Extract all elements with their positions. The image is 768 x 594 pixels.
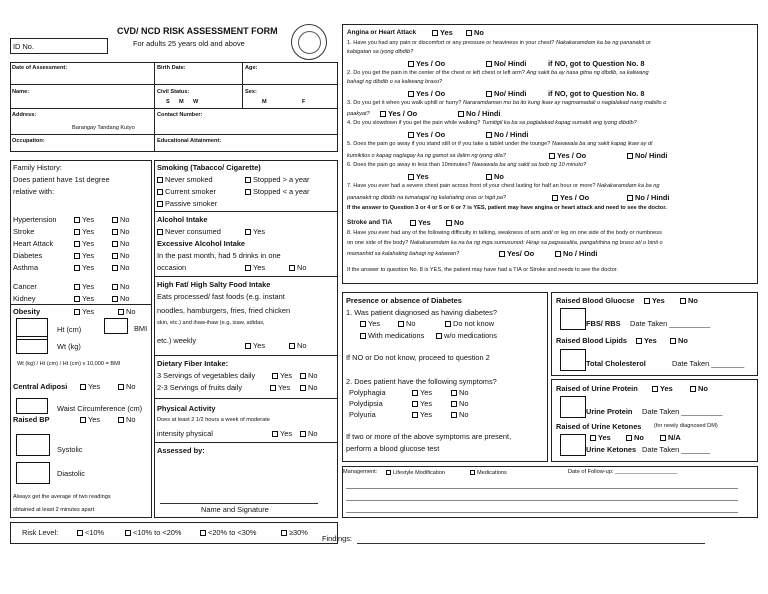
cholesterol-date[interactable]: Date Taken ________: [672, 359, 745, 368]
family-condition-label: Asthma: [13, 263, 39, 272]
alcohol-yes-option[interactable]: Yes: [245, 228, 265, 235]
bmi-input[interactable]: [104, 318, 128, 334]
excessive-alcohol-title: Excessive Alcohol Intake: [157, 239, 246, 248]
q1-no[interactable]: No/ Hindi: [486, 60, 526, 67]
form-subtitle: For adults 25 years old and above: [133, 39, 245, 48]
urine-protein-date[interactable]: Date Taken __________: [642, 407, 723, 416]
lifestyle-option[interactable]: Lifestyle Modification: [386, 470, 445, 477]
urine-ketones-input[interactable]: [560, 434, 586, 456]
family-condition-no[interactable]: No: [112, 264, 129, 271]
address-value: Barangay Tandang Kutyo: [72, 125, 135, 131]
family-condition-no[interactable]: No: [112, 295, 129, 302]
fiber-title: Dietary Fiber Intake:: [157, 359, 229, 368]
bmi-formula: Wt (kg) / Ht (cm) / Ht (cm) x 10,000 = BMI: [17, 361, 121, 367]
weight-input[interactable]: [16, 336, 48, 354]
central-adiposity-title: Central Adiposi: [13, 382, 68, 391]
stroke-title: Stroke and TIA: [347, 219, 393, 226]
never-consumed-option[interactable]: Never consumed: [157, 228, 221, 235]
family-condition-yes[interactable]: Yes: [74, 252, 94, 259]
urine-protein-yes[interactable]: Yes: [652, 385, 673, 392]
urine-ketones-date[interactable]: Date Taken _______: [642, 445, 711, 454]
q2-yes[interactable]: Yes / Oo: [408, 90, 445, 97]
q1-yes[interactable]: Yes / Oo: [408, 60, 445, 67]
q5-yes[interactable]: Yes / Oo: [549, 152, 586, 159]
family-condition-label: Diabetes: [13, 251, 43, 260]
management-label: Management:: [343, 469, 378, 475]
q1-skip-note: if NO, got to Question No. 8: [548, 59, 645, 68]
q6-tagalog: Nawawala ba ang sakit sa loob ng 10 minuto?: [472, 162, 587, 168]
q3-text: 3. Do you get it when you walk uphill or hurry?: [347, 100, 462, 106]
raised-bp-title: Raised BP: [13, 415, 50, 424]
age-label: Age:: [245, 65, 258, 71]
q2-tagalog-2: bahagi ng dibdib o sa kaliwang braso?: [347, 79, 443, 85]
symptom-label: Polyuria: [349, 410, 376, 419]
urine-protein-no[interactable]: No: [690, 385, 708, 392]
weight-label: Wt (kg): [57, 342, 81, 351]
activity-title: Physical Activity: [157, 404, 216, 413]
management-line-1[interactable]: [346, 488, 738, 489]
family-condition-yes[interactable]: Yes: [74, 283, 94, 290]
bp-no[interactable]: No: [118, 416, 135, 423]
q5-tagalog: Nawawala ba ang sakit kapag ikaw ay di: [551, 141, 653, 147]
q3-tagalog-2: paakyat?: [347, 111, 370, 117]
ketones-na[interactable]: N/A: [660, 434, 681, 441]
obesity-yes[interactable]: Yes: [74, 308, 94, 315]
lipids-yes[interactable]: Yes: [636, 337, 657, 344]
stopped-gt-year-option[interactable]: Stopped > a year: [245, 176, 310, 183]
q1-text: 1. Have you had any pain or discomfort or any pressure or heaviness in your chest?: [347, 40, 555, 46]
glucose-yes[interactable]: Yes: [644, 297, 665, 304]
symptom-yes[interactable]: Yes: [412, 411, 432, 418]
risk-20-30[interactable]: <20% to <30%: [200, 529, 257, 536]
q8-text: 8. Have you ever had any of the following difficulty in talking, weakness of arm and/ or leg on one side of the body or numbness: [347, 230, 662, 236]
cholesterol-label: Total Cholesterol: [586, 359, 646, 368]
urine-protein-label: Urine Protein: [586, 407, 633, 416]
family-history-title: Family History:: [13, 163, 62, 172]
fruit-no[interactable]: No: [300, 384, 317, 391]
diabetes-note-2: perform a blood glucose test: [346, 444, 440, 453]
id-label: ID No.: [13, 42, 34, 51]
date-assessment-label: Date of Assessment:: [12, 65, 68, 71]
urine-ketones-title: Raised of Urine Ketones: [556, 422, 642, 431]
fat-intake-q2: noodles, hamburgers, fries, fried chicken: [157, 306, 291, 315]
q8-tagalog-2: mamanhid sa kalahating bahagi ng katawan?: [347, 251, 460, 257]
urine-ketones-label: Urine Ketones: [586, 445, 637, 454]
symptom-no[interactable]: No: [451, 411, 468, 418]
risk-10-20[interactable]: <10% to <20%: [125, 529, 182, 536]
waist-input[interactable]: [16, 398, 48, 414]
q4-no[interactable]: No / Hindi: [486, 131, 529, 138]
lipids-no[interactable]: No: [670, 337, 688, 344]
bmi-label: BMI: [134, 324, 148, 333]
risk-gte30[interactable]: ≥30%: [281, 529, 308, 536]
veg-yes[interactable]: Yes: [272, 372, 292, 379]
symptom-no[interactable]: No: [451, 389, 468, 396]
smoking-title: Smoking (Tabacco/ Cigarette): [157, 163, 261, 172]
diabetes-q1: 1. Was patient diagnosed as having diabetes?: [346, 308, 497, 317]
q3-no[interactable]: No / Hindi: [458, 110, 501, 117]
sex-m-option[interactable]: M: [262, 99, 267, 105]
q4-text: 4. Do you slowdown if you get the pain while walking?: [347, 120, 481, 126]
q8-tagalog: Nakakaramdam ka na ba ng mga sumusunod: Hirap sa pagsasalita, pangahihina ng braso at/ o binti o: [409, 240, 663, 246]
family-condition-yes[interactable]: Yes: [74, 228, 94, 235]
passive-smoker-option[interactable]: Passive smoker: [157, 200, 217, 207]
obesity-title: Obesity: [13, 307, 41, 316]
dm-with-med[interactable]: With medications: [360, 332, 424, 339]
alcohol-title: Alcohol Intake: [157, 215, 208, 224]
q2-no[interactable]: No/ Hindi: [486, 90, 526, 97]
family-condition-yes[interactable]: Yes: [74, 295, 94, 302]
stopped-lt-year-option[interactable]: Stopped < a year: [245, 188, 310, 195]
q1-tagalog: Nakakaramdam ka ba ng pananakit or: [555, 40, 651, 46]
family-condition-no[interactable]: No: [112, 240, 129, 247]
fiber-vegetables: 3 Servings of vegetables daily: [157, 371, 256, 380]
form-title: CVD/ NCD RISK ASSESSMENT FORM: [117, 26, 278, 36]
family-condition-no[interactable]: No: [112, 283, 129, 290]
activity-no[interactable]: No: [300, 430, 317, 437]
management-line-2[interactable]: [346, 500, 738, 501]
name-label: Name:: [12, 89, 30, 95]
address-label: Address:: [12, 112, 37, 118]
fat-no[interactable]: No: [289, 342, 306, 349]
q5-tagalog-2: kumikilos o kapag naglagay ka ng gamot sa ilalim ng iyong dila?: [347, 153, 506, 159]
q7-text: 7. Have you ever had a severe chest pain across front of your chest lasting for half an hour or more?: [347, 183, 596, 189]
contact-label: Contact Number:: [157, 112, 203, 118]
excessive-yes[interactable]: Yes: [245, 264, 265, 271]
occupation-label: Occupation:: [12, 138, 45, 144]
family-condition-no[interactable]: No: [112, 216, 129, 223]
central-no[interactable]: No: [118, 383, 135, 390]
waist-label: Waist Circumference (cm): [57, 404, 143, 413]
glucose-title: Raised Blood Gluocse: [556, 296, 635, 305]
urine-protein-input[interactable]: [560, 396, 586, 418]
family-condition-label: Stroke: [13, 227, 35, 236]
q7-yes[interactable]: Yes / Oo: [552, 194, 589, 201]
family-condition-no[interactable]: No: [112, 228, 129, 235]
fat-intake-q3: skin, etc.) and ihaw-ihaw (e.g, isaw, adidas,: [157, 320, 265, 326]
systolic-input[interactable]: [16, 434, 50, 456]
fbs-input[interactable]: [560, 308, 586, 330]
findings-line[interactable]: [357, 543, 705, 544]
symptom-no[interactable]: No: [451, 400, 468, 407]
q1-tagalog-2: kabigatan sa iyong dibdib?: [347, 49, 414, 55]
dm-dnk[interactable]: Do not know: [445, 320, 494, 327]
q6-no[interactable]: No: [486, 173, 504, 180]
family-condition-label: Hypertension: [13, 215, 57, 224]
q6-yes[interactable]: Yes: [408, 173, 429, 180]
activity-q2: intensity physical: [157, 429, 213, 438]
q8-no[interactable]: No / Hindi: [555, 250, 598, 257]
diastolic-label: Diastolic: [57, 469, 85, 478]
followup-date[interactable]: Date of Follow-up: ____________________: [568, 469, 678, 475]
q7-tagalog: Nakakaramdam ka ba ng: [597, 183, 660, 189]
q7-no[interactable]: No / Hindi: [627, 194, 670, 201]
bp-note-1: Always get the average of two readings: [13, 494, 111, 500]
diabetes-q2: 2. Does patient have the following symptoms?: [346, 377, 497, 386]
urine-protein-title: Raised of Urine Protein: [556, 384, 638, 393]
q2-tagalog: Ang sakit ba ay nasa gitna ng dibdib, sa kaliwang: [526, 70, 649, 76]
symptom-label: Polydipsia: [349, 399, 383, 408]
q8-text-2: on one side of the body?: [347, 240, 409, 246]
fat-intake-title: High Fat/ High Salty Food Intake: [157, 280, 271, 289]
q4-yes[interactable]: Yes / Oo: [408, 131, 445, 138]
ketones-yes[interactable]: Yes: [590, 434, 611, 441]
angina-title: Angina or Heart Attack: [347, 29, 417, 36]
diabetes-title: Presence or absence of Diabetes: [346, 296, 462, 305]
q5-no[interactable]: No/ Hindi: [627, 152, 667, 159]
family-condition-no[interactable]: No: [112, 252, 129, 259]
family-history-q2: relative with:: [13, 187, 55, 196]
family-condition-yes[interactable]: Yes: [74, 240, 94, 247]
symptom-label: Polyphagia: [349, 388, 386, 397]
veg-no[interactable]: No: [300, 372, 317, 379]
current-smoker-option[interactable]: Current smoker: [157, 188, 216, 195]
family-condition-yes[interactable]: Yes: [74, 216, 94, 223]
civil-status-label: Civil Status:: [157, 89, 190, 95]
dm-wo-med[interactable]: w/o medications: [436, 332, 497, 339]
systolic-label: Systolic: [57, 445, 83, 454]
urine-ketones-note: (for newly diagnosed DM): [654, 423, 718, 429]
diastolic-input[interactable]: [16, 462, 50, 484]
angina-yes[interactable]: Yes: [432, 29, 453, 36]
bp-yes[interactable]: Yes: [80, 416, 100, 423]
fbs-date[interactable]: Date Taken __________: [630, 319, 711, 328]
symptom-yes[interactable]: Yes: [412, 400, 432, 407]
stroke-note: If the answer to question No. 8 is YES, the patient may have had a TIA or Stroke and needs to see the doctor.: [347, 267, 618, 273]
q8-yes[interactable]: Yes/ Oo: [499, 250, 534, 257]
q5-text: 5. Does the pain go away if you stand still or if you take a tablet under the tounge?: [347, 141, 551, 147]
family-condition-yes[interactable]: Yes: [74, 264, 94, 271]
fat-yes[interactable]: Yes: [245, 342, 265, 349]
symptom-yes[interactable]: Yes: [412, 389, 432, 396]
dm-yes[interactable]: Yes: [360, 320, 380, 327]
management-line-3[interactable]: [346, 512, 738, 513]
excessive-no[interactable]: No: [289, 264, 306, 271]
angina-note: If the answer to Question 3 or 4 or 5 or 6 or 7 is YES, patient may have angina or heart attack and need to see the doctor.: [347, 205, 667, 211]
fruit-yes[interactable]: Yes: [270, 384, 290, 391]
assessed-by-label: Assessed by:: [157, 446, 205, 455]
family-history-q1: Does patient have 1st degree: [13, 175, 110, 184]
medications-option[interactable]: Medications: [470, 470, 507, 477]
activity-yes[interactable]: Yes: [272, 430, 292, 437]
dm-no[interactable]: No: [398, 320, 415, 327]
height-label: Ht (cm): [57, 325, 82, 334]
findings-label: Findings:: [322, 534, 352, 543]
diabetes-proceed: If NO or Do not know, proceed to question 2: [346, 353, 490, 362]
birth-date-label: Birth Date:: [157, 65, 186, 71]
fat-intake-q1: Eats processed/ fast foods (e.g. instant: [157, 292, 285, 301]
diabetes-note-1: If two or more of the above symptoms are present,: [346, 432, 512, 441]
excessive-alcohol-q2: occasion: [157, 263, 187, 272]
barangay-seal-icon: [291, 24, 327, 60]
activity-q1: Does at least 2 1/2 hours a week of moderate: [157, 417, 270, 423]
angina-no[interactable]: No: [466, 29, 484, 36]
fbs-label: FBS/ RBS: [586, 319, 621, 328]
signature-line[interactable]: [160, 503, 318, 504]
sex-label: Sex:: [245, 89, 257, 95]
q3-yes[interactable]: Yes / Oo: [380, 110, 417, 117]
stroke-yes[interactable]: Yes: [410, 219, 431, 226]
signature-label: Name and Signature: [201, 505, 269, 514]
family-condition-label: Kidney: [13, 294, 36, 303]
excessive-alcohol-q1: In the past month, had 5 drinks in one: [157, 251, 281, 260]
glucose-no[interactable]: No: [680, 297, 698, 304]
civil-status-options[interactable]: S M W: [166, 99, 199, 105]
q6-text: 6. Does the pain go away in less than 10minutes?: [347, 162, 471, 168]
cholesterol-input[interactable]: [560, 349, 586, 371]
family-condition-label: Heart Attack: [13, 239, 54, 248]
central-yes[interactable]: Yes: [80, 383, 100, 390]
fat-intake-q4: etc.) weekly: [157, 336, 197, 345]
fiber-fruits: 2-3 Servings of fruits daily: [157, 383, 243, 392]
q4-tagalog: Tumitigil ka ba sa paglalakad kapag sumakit ang iyong dibdib?: [481, 120, 637, 126]
q2-text: 2. Do you get the pain in the center of the chest or left chest or left arm?: [347, 70, 525, 76]
stroke-no[interactable]: No: [446, 219, 464, 226]
lipids-title: Raised Blood Lipids: [556, 336, 628, 345]
ketones-no[interactable]: No: [626, 434, 644, 441]
sex-f-option[interactable]: F: [302, 99, 306, 105]
q2-skip-note: if NO, got to Question No. 8: [548, 89, 645, 98]
q3-tagalog: Nararamdaman mo ba ito kung ikaw ay nagmamadali o naglalakad nang mabilis o: [462, 100, 667, 106]
obesity-no[interactable]: No: [118, 308, 135, 315]
family-condition-label: Cancer: [13, 282, 37, 291]
bp-note-2: obtained at least 2 minutes apart: [13, 507, 95, 513]
risk-level-label: Risk Level:: [22, 528, 59, 537]
never-smoked-option[interactable]: Never smoked: [157, 176, 213, 183]
education-label: Educational Attainment:: [157, 138, 222, 144]
risk-lt10[interactable]: <10%: [77, 529, 104, 536]
q7-tagalog-2: pananakit ng dibdib na tumatagal ng kalahating oras or higit pa?: [347, 195, 506, 201]
